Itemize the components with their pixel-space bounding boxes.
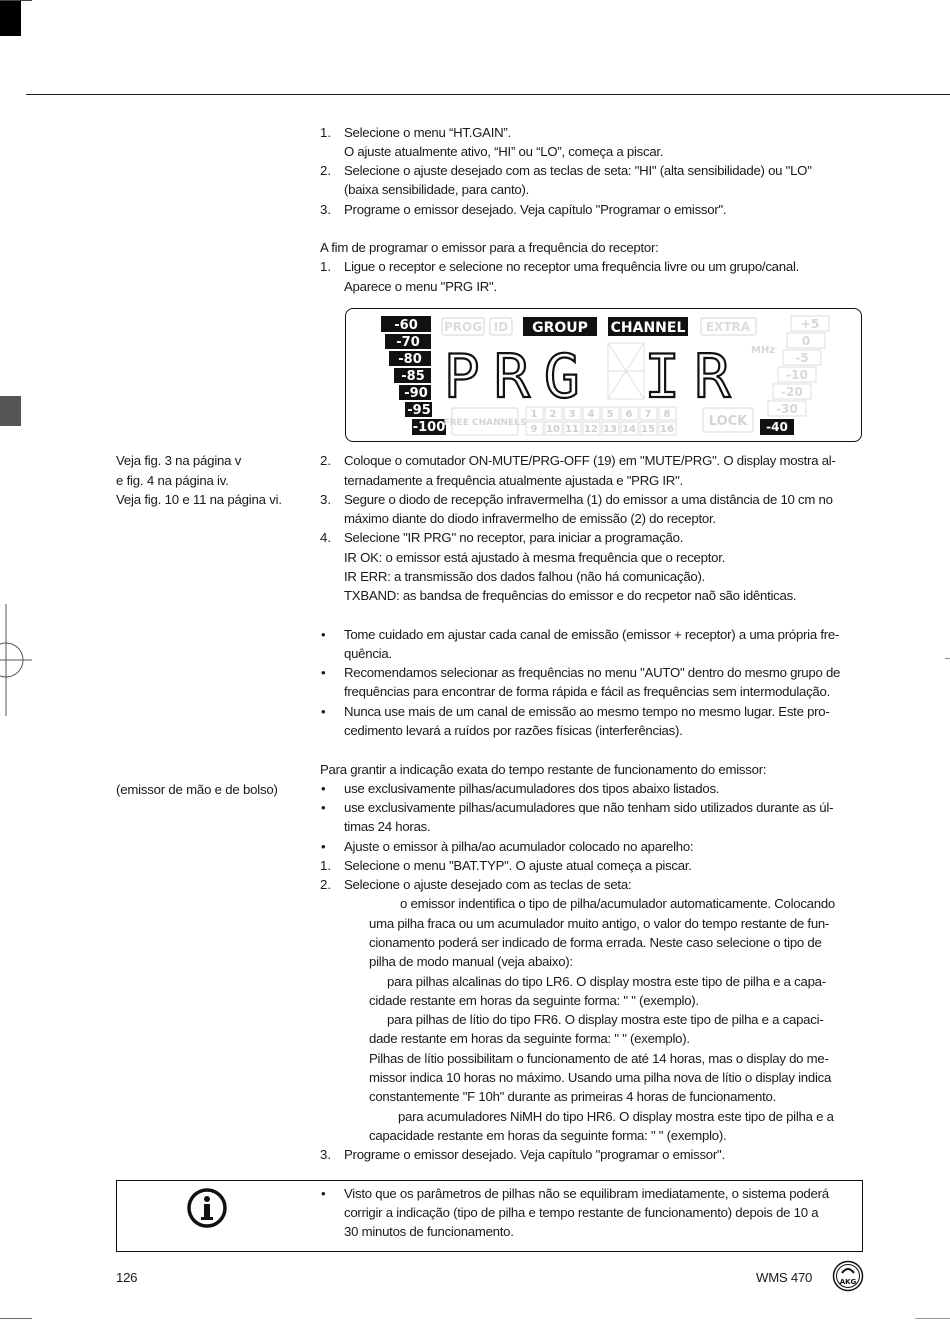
text-line: Coloque o comutador ON-MUTE/PRG-OFF (19) em "MUTE/PRG". O display mostra al- [344,453,836,468]
channel-digit: 1 [530,409,538,420]
right-level-label: -10 [786,368,808,382]
bullet: • [321,704,326,719]
level-label: -95 [407,403,431,418]
top-rule [26,94,950,95]
level-label: -85 [401,369,425,384]
intro-text: A fim de programar o emissor para a frequência do receptor: [320,240,659,255]
list-marker: 1. [320,259,331,274]
list-marker: 2. [320,163,331,178]
right-level-label: -5 [795,351,809,365]
text-line: missor indica 10 horas no máximo. Usando uma pilha nova de lítio o display indica [369,1070,832,1085]
lcd-prog-label: PROG [443,320,483,334]
text-line: capacidade restante em horas da seguinte forma: " " (exemplo). [369,1128,727,1143]
list-marker: 3. [320,1147,331,1162]
channel-digit: 9 [530,424,538,435]
lcd-mhz-label: MHz [751,345,776,356]
right-level-label: 0 [801,334,811,348]
list-marker: 4. [320,530,331,545]
text-line: Recomendamos selecionar as frequências no menu "AUTO" dentro do mesmo grupo de [344,665,841,680]
channel-digit: 13 [603,424,617,435]
text-line: TXBAND: as bandsa de frequências do emissor e do recpetor naõ são idênticas. [344,588,797,603]
channel-digit: 16 [660,424,674,435]
text-line: Segure o diodo de recepção infravermelha (1) do emissor a uma distância de 10 cm no [344,492,833,507]
lcd-id-label: ID [493,320,509,334]
text-line: timas 24 horas. [344,819,431,834]
text-line: quência. [344,646,392,661]
sidenote: (emissor de mão e de bolso) [116,782,278,797]
text-line: cidade restante em horas da seguinte forma: " " (exemplo). [369,993,699,1008]
text-line: Selecione o menu "BAT.TYP". O ajuste atual começa a piscar. [344,858,692,873]
bullet: • [321,627,326,642]
text-line: o emissor indentifica o tipo de pilha/acumulador automaticamente. Colocando [400,896,836,911]
text-line: pilha de modo manual (veja abaixo): [369,954,573,969]
channel-digit: 14 [622,424,636,435]
text-line: cionamento poderá ser indicado de forma errada. Neste caso selecione o tipo de [369,935,822,950]
text-line: use exclusivamente pilhas/acumuladores dos tipos abaixo listados. [344,781,720,796]
svg-text:AKG: AKG [839,1278,857,1286]
page-number: 126 [116,1270,138,1285]
text-line: Visto que os parâmetros de pilhas não se equilibram imediatamente, o sistema poderá [344,1186,829,1201]
level-label: -100 [412,420,446,435]
text-line: O ajuste atualmente ativo, “HI” ou “LO”, começa a piscar. [344,144,664,159]
lcd-lock-label: LOCK [708,414,748,429]
text-line: Selecione o ajuste desejado com as teclas de seta: [344,877,632,892]
channel-digit: 12 [584,424,598,435]
channel-digit: 10 [546,424,560,435]
level-label: -70 [396,335,420,350]
text-line: Selecione o ajuste desejado com as teclas de seta: "HI" (alta sensibilidade) ou "LO" [344,163,812,178]
bleed-tick [945,658,950,659]
lcd-main-text: PRG IR [443,342,745,412]
level-label: -80 [398,352,422,367]
lcd-display [345,308,862,442]
text-line: para pilhas alcalinas do tipo LR6. O display mostra este tipo de pilha e a capa- [387,974,826,989]
bullet: • [321,665,326,680]
right-level-scale [760,316,829,435]
text-line: Ajuste o emissor à pilha/ao acumulador colocado no aparelho: [344,839,694,854]
text-line: IR ERR: a transmissão dos dados falhou (não há comunicação). [344,569,706,584]
side-tab [0,396,21,426]
text-line: 30 minutos de funcionamento. [344,1224,514,1239]
text-line: cedimento levará a ruídos por razões físicas (interferências). [344,723,683,738]
level-label: -60 [394,318,418,333]
model-name: WMS 470 [756,1270,813,1285]
list-marker: 2. [320,877,331,892]
registration-mark [0,604,32,716]
text-line: para acumuladores NiMH do tipo HR6. O display mostra este tipo de pilha e a [398,1109,834,1124]
lcd-free-channels-label: FREE CHANNELS [443,418,527,428]
sidenote: e fig. 4 na página iv. [116,473,229,488]
bullet: • [321,800,326,815]
channel-digit: 15 [641,424,655,435]
text-line: Selecione "IR PRG" no receptor, para iniciar a programação. [344,530,684,545]
text-line: para pilhas de lítio do tipo FR6. O display mostra este tipo de pilha e a capaci- [387,1012,824,1027]
channel-digit: 2 [549,409,557,420]
level-label: -90 [404,386,428,401]
bullet: • [321,781,326,796]
channel-digit: 5 [606,409,614,420]
channel-digit: 3 [568,409,576,420]
text-line: Aparece o menu "PRG IR". [344,279,497,294]
text-line: (baixa sensibilidade, para canto). [344,182,530,197]
text-line: Pilhas de lítio possibilitam o funcionamento de até 14 horas, mas o display do me- [369,1051,829,1066]
corner-block [0,0,21,36]
lcd-channel-label: CHANNEL [610,320,686,336]
text-line: frequências para encontrar de forma rápida e fácil as frequências sem intermodulação. [344,684,831,699]
text-line: dade restante em horas da seguinte forma: " " (exemplo). [369,1031,690,1046]
info-icon [186,1187,228,1229]
text-line: Programe o emissor desejado. Veja capítulo "Programar o emissor". [344,202,727,217]
crop-mark-bottom-right [915,1318,950,1319]
text-line: IR OK: o emissor está ajustado à mesma frequência que o receptor. [344,550,726,565]
sidenote: Veja fig. 10 e 11 na página vi. [116,492,282,507]
right-level-label: +5 [800,317,820,331]
lcd-extra-label: EXTRA [705,320,751,334]
list-marker: 1. [320,125,331,140]
text-line: uma pilha fraca ou um acumulador muito antigo, o valor do tempo restante de fun- [369,916,830,931]
bullet: • [321,839,326,854]
channel-digit: 4 [587,409,595,420]
text-line: Selecione o menu “HT.GAIN”. [344,125,511,140]
intro-text: Para grantir a indicação exata do tempo restante de funcionamento do emissor: [320,762,767,777]
channel-digit: 7 [644,409,652,420]
akg-logo [832,1260,864,1292]
lcd-group-label: GROUP [532,320,588,336]
channel-digit: 6 [625,409,633,420]
right-level-label: -40 [766,420,788,434]
list-marker: 2. [320,453,331,468]
text-line: Programe o emissor desejado. Veja capítulo "programar o emissor". [344,1147,725,1162]
channel-digit: 11 [565,424,579,435]
right-level-label: -30 [776,402,798,416]
text-line: máximo diante do diodo infravermelho de emissão (2) do receptor. [344,511,716,526]
crop-mark-top [0,0,32,1]
level-scale [381,316,446,435]
crop-mark-bottom [0,1318,32,1319]
channel-digit: 8 [663,409,671,420]
text-line: Tome cuidado em ajustar cada canal de emissão (emissor + receptor) a uma própria fre- [344,627,840,642]
text-line: use exclusivamente pilhas/acumuladores que não tenham sido utilizados durante as úl- [344,800,834,815]
list-marker: 1. [320,858,331,873]
right-level-label: -20 [781,385,803,399]
text-line: Nunca use mais de um canal de emissão ao mesmo tempo no mesmo lugar. Este pro- [344,704,830,719]
list-marker: 3. [320,202,331,217]
text-line: Ligue o receptor e selecione no receptor uma frequência livre ou um grupo/canal. [344,259,800,274]
text-line: ternadamente a frequência atualmente ajustada e "PRG IR". [344,473,683,488]
sidenote: Veja fig. 3 na página v [116,453,242,468]
list-marker: 3. [320,492,331,507]
text-line: constantemente "F 10h" durante as primeiras 4 horas de funcionamento. [369,1089,777,1104]
text-line: corrigir a indicação (tipo de pilha e tempo restante de funcionamento) depois de 10 a [344,1205,819,1220]
bullet: • [321,1186,326,1201]
